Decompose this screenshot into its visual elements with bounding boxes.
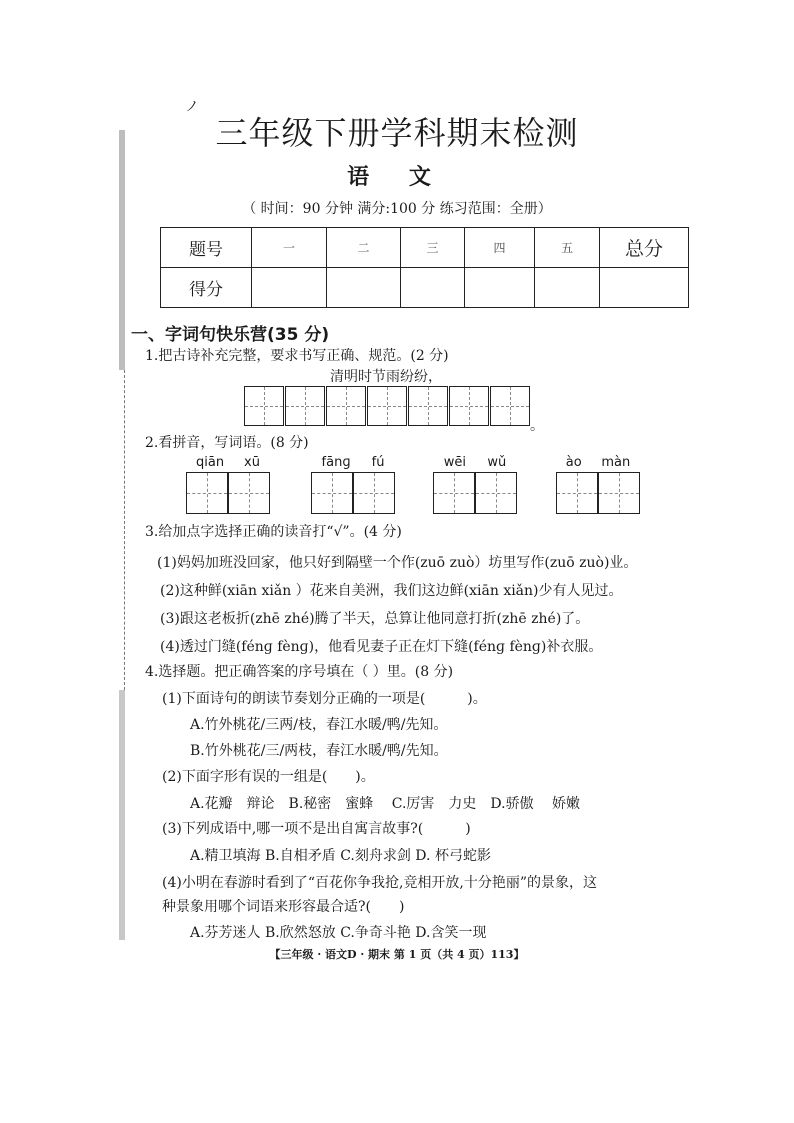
score-table-score-row (161, 268, 689, 308)
page-footer: 【三年级 · 语文D · 期末 第 1 页（共 4 页）113】 (269, 948, 525, 961)
q4-sub-1-option-a[interactable]: A.竹外桃花/三两/枝，春江水暖/鸭/先知。 (190, 717, 448, 733)
q4-sub-4-options[interactable]: A.芬芳迷人 B.欣然怒放 C.争奇斗艳 D.含笑一现 (190, 925, 487, 941)
pinyin-syllable: qiān (195, 455, 225, 470)
pinyin-syllable: wǔ (487, 455, 507, 470)
writing-cell[interactable] (449, 386, 489, 426)
pinyin-label (556, 455, 640, 470)
q3-item-3[interactable]: (3)跟这老板折(zhē zhé)腾了半天，总算让他同意打折(zhē zhé)了。 (160, 611, 590, 627)
score-col-1: 一 (252, 228, 327, 268)
q3-item-1[interactable]: (1)妈妈加班没回家，他只好到隔壁一个作(zuō zuò）坊里写作(zuō zuò)业。 (157, 555, 638, 571)
writing-cell[interactable] (598, 472, 640, 514)
subject-heading: 语 文 (347, 165, 447, 190)
poem-writing-grid (244, 386, 531, 426)
pinyin-boxes (556, 472, 640, 514)
question-1: 1.把古诗补充完整，要求书写正确、规范。(2 分) (145, 348, 449, 364)
pinyin-syllable: xū (244, 455, 260, 470)
q3-item-4[interactable]: (4)透过门缝(fénɡ fènɡ)，他看见妻子正在灯下缝(fénɡ fènɡ)补衣服。 (160, 639, 603, 655)
score-cell[interactable] (535, 268, 600, 308)
question-3: 3.给加点字选择正确的读音打“√”。(4 分) (145, 524, 402, 540)
section-1-heading: 一、字词句快乐营(35 分) (131, 325, 330, 345)
score-table (160, 227, 689, 308)
writing-cell[interactable] (228, 472, 270, 514)
writing-cell[interactable] (433, 472, 475, 514)
score-cell[interactable] (252, 268, 327, 308)
writing-cell[interactable] (326, 386, 366, 426)
q4-sub-4-line-1: (4)小明在春游时看到了“百花你争我抢,竞相开放,十分艳丽”的景象，这 (162, 875, 598, 891)
writing-cell[interactable] (244, 386, 284, 426)
writing-cell[interactable] (353, 472, 395, 514)
score-table-header-row (161, 228, 689, 268)
pinyin-syllable: fānɡ (321, 455, 351, 470)
score-col-4: 四 (465, 228, 535, 268)
score-col-2: 二 (327, 228, 401, 268)
exam-info: （ 时间：90 分钟 满分:100 分 练习范围：全册） (242, 201, 552, 217)
writing-cell[interactable] (408, 386, 448, 426)
question-2: 2.看拼音，写词语。(8 分) (145, 435, 309, 451)
poem-end-mark: 。 (530, 418, 544, 434)
q4-sub-2: (2)下面字形有误的一组是( )。 (162, 769, 375, 785)
q4-sub-3: (3)下列成语中,哪一项不是出自寓言故事?( ) (162, 821, 471, 837)
poem-given-line: 清明时节雨纷纷， (330, 369, 442, 385)
pinyin-label (311, 455, 395, 470)
pinyin-label (433, 455, 517, 470)
q4-sub-1: (1)下面诗句的朗读节奏划分正确的一项是( )。 (162, 691, 487, 707)
scan-edge-shadow-lower (119, 690, 125, 940)
q4-sub-2-options[interactable]: A.花瓣 辩论 B.秘密 蜜蜂 C.厉害 力史 D.骄傲 娇嫩 (190, 796, 581, 812)
writing-cell[interactable] (285, 386, 325, 426)
score-col-5: 五 (535, 228, 600, 268)
binding-dashed-line (124, 370, 125, 690)
pinyin-boxes (311, 472, 395, 514)
pinyin-label (186, 455, 270, 470)
writing-cell[interactable] (556, 472, 598, 514)
score-cell[interactable] (401, 268, 465, 308)
score-col-label: 题号 (161, 228, 252, 268)
score-row-label: 得分 (161, 268, 252, 308)
pinyin-boxes (433, 472, 517, 514)
score-col-3: 三 (401, 228, 465, 268)
pinyin-boxes (186, 472, 270, 514)
writing-cell[interactable] (311, 472, 353, 514)
q4-sub-3-options[interactable]: A.精卫填海 B.自相矛盾 C.刻舟求剑 D. 杯弓蛇影 (190, 848, 491, 864)
writing-cell[interactable] (186, 472, 228, 514)
writing-cell[interactable] (490, 386, 530, 426)
score-cell[interactable] (327, 268, 401, 308)
q3-item-2[interactable]: (2)这种鲜(xiān xiǎn ）花来自美洲，我们这边鲜(xiān xiǎn)少有人见过。 (160, 583, 623, 599)
writing-cell[interactable] (475, 472, 517, 514)
score-col-total: 总分 (600, 228, 689, 268)
writing-cell[interactable] (367, 386, 407, 426)
pinyin-syllable: fú (371, 455, 385, 470)
q4-sub-1-option-b[interactable]: B.竹外桃花/三/两枝，春江水暖/鸭/先知。 (190, 743, 448, 759)
question-4: 4.选择题。把正确答案的序号填在（ ）里。(8 分) (145, 664, 454, 680)
pinyin-syllable: wēi (443, 455, 466, 470)
pen-mark: ノ (185, 99, 199, 115)
q4-sub-4-line-2: 种景象用哪个词语来形容最合适?( ) (162, 899, 405, 915)
score-cell[interactable] (465, 268, 535, 308)
pinyin-syllable: màn (601, 455, 631, 470)
exam-title: 三年级下册学科期末检测 (215, 114, 579, 152)
pinyin-syllable: ào (565, 455, 582, 470)
score-cell-total[interactable] (600, 268, 689, 308)
